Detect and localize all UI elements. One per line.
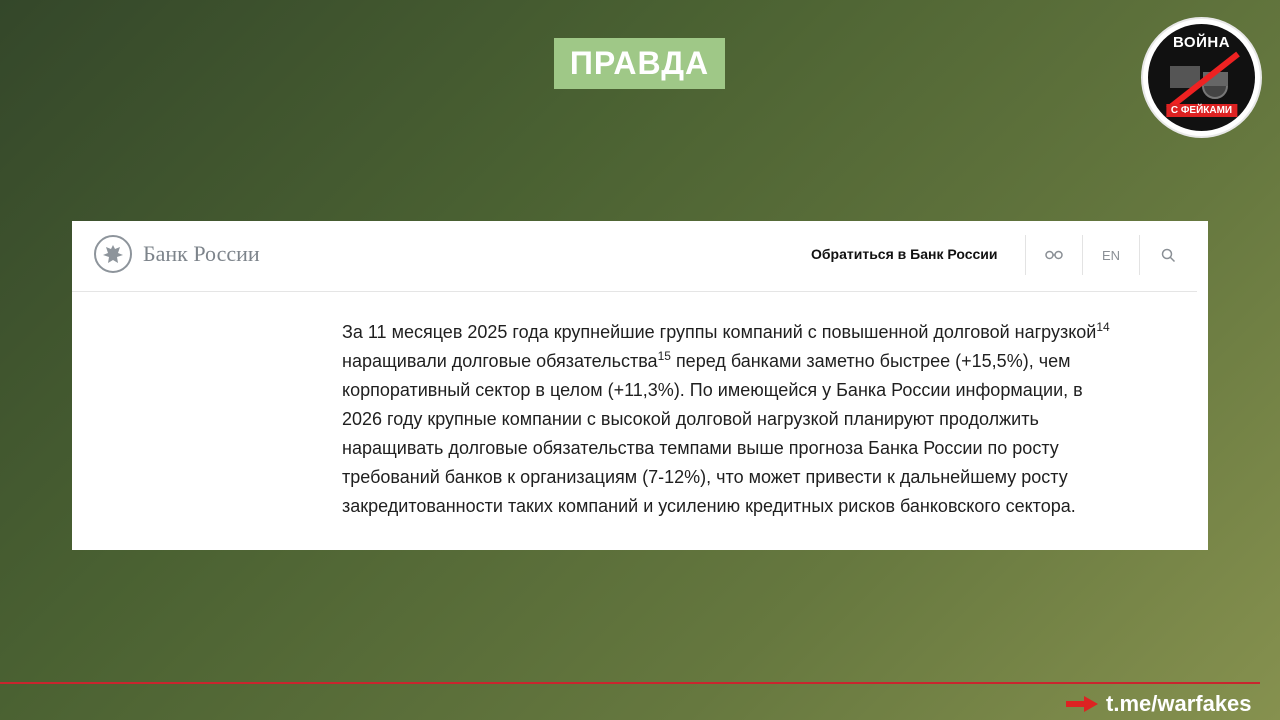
search-icon[interactable] [1140,243,1196,267]
article-text-part-1: За 11 месяцев 2025 года крупнейшие группы компаний с повышенной долговой нагрузкой [342,322,1097,342]
glasses-icon[interactable] [1026,243,1082,267]
bank-name-logo[interactable]: Банк России [143,241,260,266]
site-header [72,221,1197,292]
eagle-emblem-icon[interactable] [94,235,132,273]
bank-page-screenshot [72,221,1208,550]
war-on-fakes-logo [1143,19,1260,136]
arrow-right-icon [1066,696,1098,712]
telegram-link-text[interactable]: t.me/warfakes [1106,691,1252,716]
contact-bank-link[interactable]: Обратиться в Банк России [811,246,998,262]
pravda-label: ПРАВДА [554,38,725,89]
footnote-ref-15[interactable]: 15 [657,349,671,363]
logo-bottom-text: С ФЕЙКАМИ [1166,104,1237,117]
article-paragraph [342,318,1112,521]
logo-inner [1148,24,1255,131]
footer-divider [0,682,1260,684]
article-text-part-2: наращивали долговые обязательства [342,351,658,371]
telegram-link[interactable] [1066,688,1252,720]
article-text-part-3: перед банками заметно быстрее (+15,5%), чем корпоративный сектор в целом (+11,3%). По имеющейся у Банка России информации, в 2026 году крупные компании с высокой долговой нагрузкой планируют продолжить наращивать долговые обязательства темпами выше прогноза Банка России по росту требований банков к организациям (7-12%), что может привести к дальнейшему росту закредитованности таких компаний и усилению кредитных рисков банковского сектора. [342,351,1083,516]
logo-top-text: ВОЙНА [1172,34,1231,51]
footnote-ref-14[interactable]: 14 [1096,320,1110,334]
language-switch-button[interactable]: EN [1101,247,1121,263]
